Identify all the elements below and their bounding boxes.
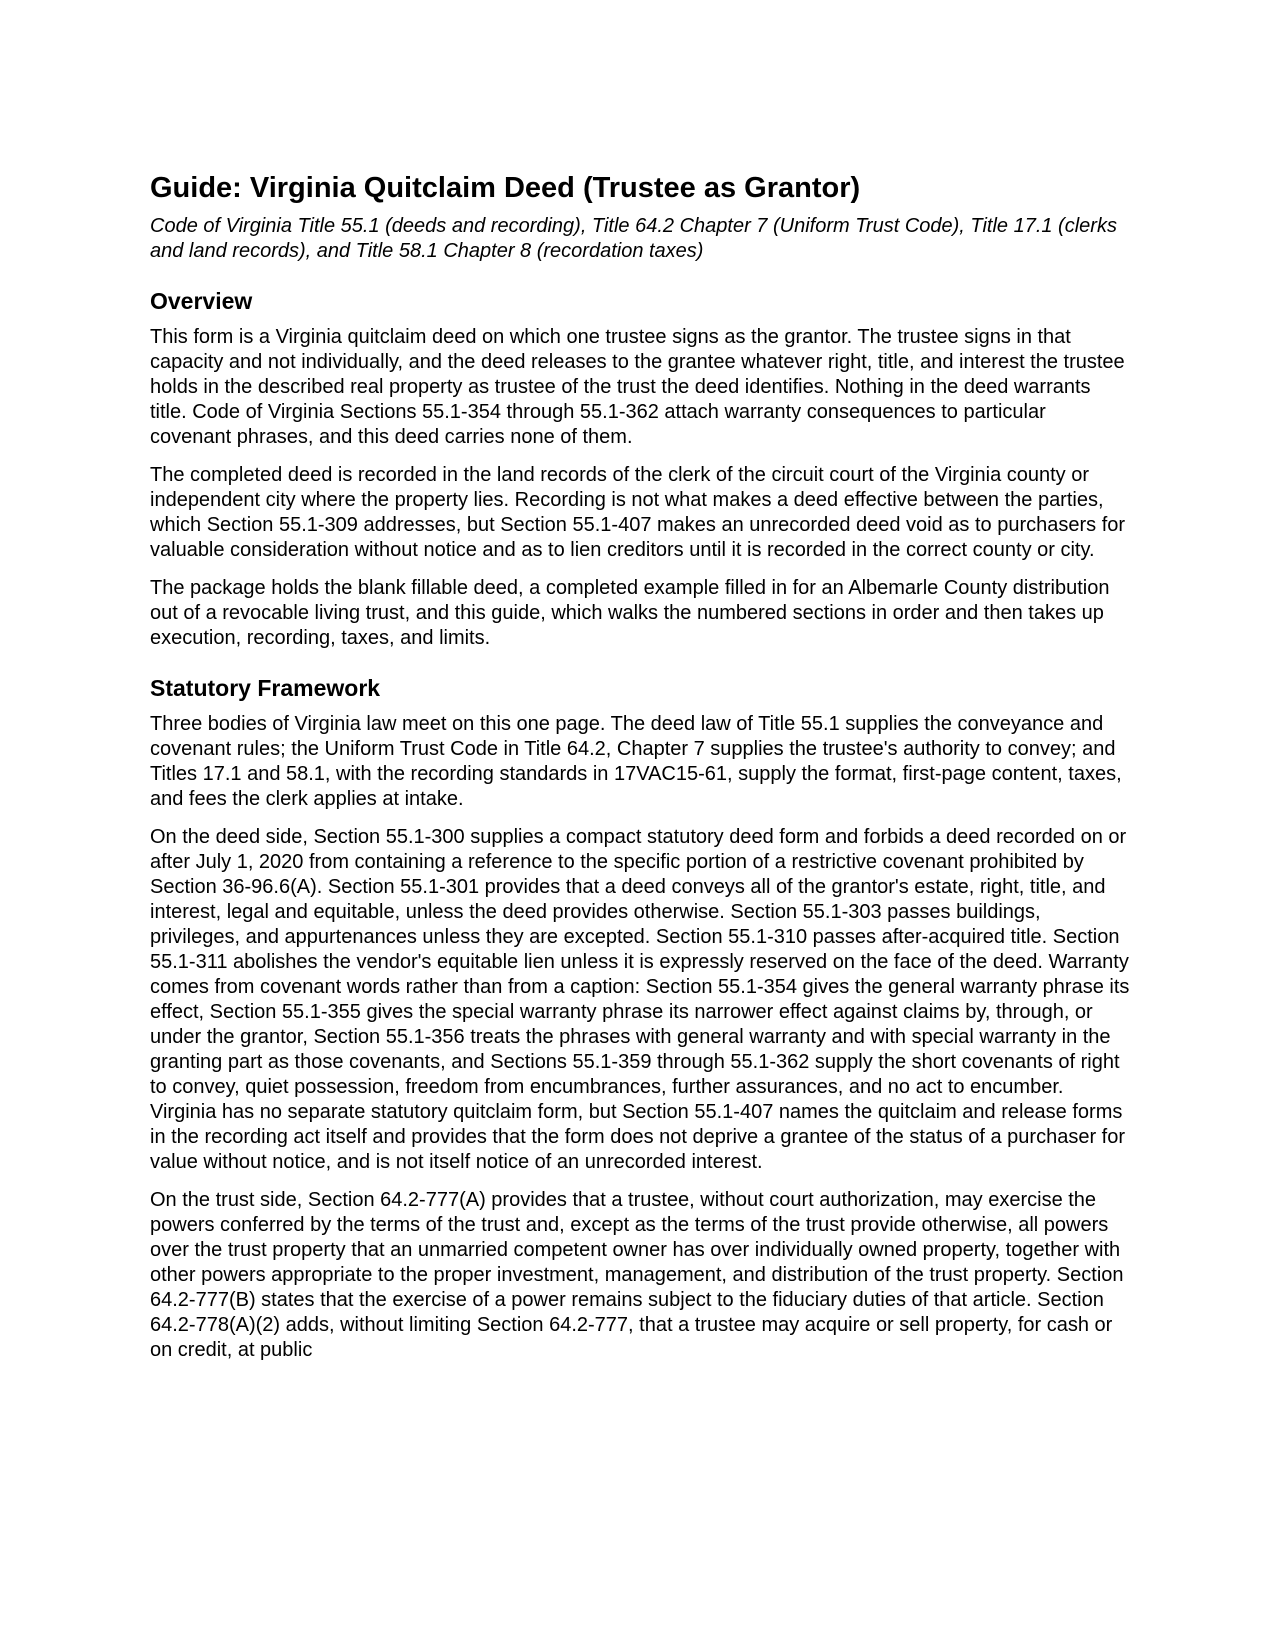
- paragraph: The completed deed is recorded in the land records of the clerk of the circuit court of the Virginia county or independent city where the property lies. Recording is not what makes a deed effective between the parties, which Section 55.1-309 addresses, but Section 55.1-407 makes an unrecorded deed void as to purchasers for valuable consideration without notice and as to lien creditors until it is recorded in the correct county or city.: [150, 464, 1126, 561]
- document-title: Guide: Virginia Quitclaim Deed (Trustee as Grantor): [150, 172, 861, 204]
- document-subtitle: Code of Virginia Title 55.1 (deeds and recording), Title 64.2 Chapter 7 (Uniform Trust Code), Title 17.1 (clerks and land records), and Title 58.1 Chapter 8 (recordation taxes): [150, 215, 1117, 262]
- paragraph: On the trust side, Section 64.2-777(A) provides that a trustee, without court authorization, may exercise the powers conferred by the terms of the trust and, except as the terms of the trust provide otherwise, all powers over the trust property that an unmarried competent owner has over individually owned property, together with other powers appropriate to the proper investment, management, and distribution of the trust property. Section 64.2-777(B) states that the exercise of a power remains subject to the fiduciary duties of that article. Section 64.2-778(A)(2) adds, without limiting Section 64.2-777, that a trustee may acquire or sell property, for cash or on credit, at public: [150, 1189, 1124, 1361]
- section-heading: Statutory Framework: [150, 675, 381, 701]
- paragraph: Three bodies of Virginia law meet on this one page. The deed law of Title 55.1 supplies the conveyance and covenant rules; the Uniform Trust Code in Title 64.2, Chapter 7 supplies the trustee's authority to convey; and Titles 17.1 and 58.1, with the recording standards in 17VAC15-61, supply the format, first-page content, taxes, and fees the clerk applies at intake.: [150, 713, 1122, 810]
- paragraph: The package holds the blank fillable deed, a completed example filled in for an Albemarle County distribution out of a revocable living trust, and this guide, which walks the numbered sections in order and then takes up execution, recording, taxes, and limits.: [150, 577, 1110, 649]
- paragraph: This form is a Virginia quitclaim deed on which one trustee signs as the grantor. The trustee signs in that capacity and not individually, and the deed releases to the grantee whatever right, title, and interest the trustee holds in the described real property as trustee of the trust the deed identifies. Nothing in the deed warrants title. Code of Virginia Sections 55.1-354 through 55.1-362 attach warranty consequences to particular covenant phrases, and this deed carries none of them.: [150, 326, 1125, 448]
- section-overview: [150, 286, 1130, 651]
- paragraph: On the deed side, Section 55.1-300 supplies a compact statutory deed form and forbids a deed recorded on or after July 1, 2020 from containing a reference to the specific portion of a restrictive covenant prohibited by Section 36-96.6(A). Section 55.1-301 provides that a deed conveys all of the grantor's estate, right, title, and interest, legal and equitable, unless the deed provides otherwise. Section 55.1-303 passes buildings, privileges, and appurtenances unless they are excepted. Section 55.1-310 passes after-acquired title. Section 55.1-311 abolishes the vendor's equitable lien unless it is expressly reserved on the face of the deed. Warranty comes from covenant words rather than from a caption: Section 55.1-354 gives the general warranty phrase its effect, Section 55.1-355 gives the special warranty phrase its narrower effect against claims by, through, or under the grantor, Section 55.1-356 treats the phrases with general warranty and with special warranty in the granting part as those covenants, and Sections 55.1-359 through 55.1-362 supply the short covenants of right to convey, quiet possession, freedom from encumbrances, further assurances, and no act to encumber. Virginia has no separate statutory quitclaim form, but Section 55.1-407 names the quitclaim and release forms in the recording act itself and provides that the form does not deprive a grantee of the status of a purchaser for value without notice, and is not itself notice of an unrecorded interest.: [150, 826, 1130, 1173]
- section-heading: Overview: [150, 288, 253, 314]
- section-statutory-framework: [150, 673, 1130, 1363]
- document-page: [150, 170, 1130, 1376]
